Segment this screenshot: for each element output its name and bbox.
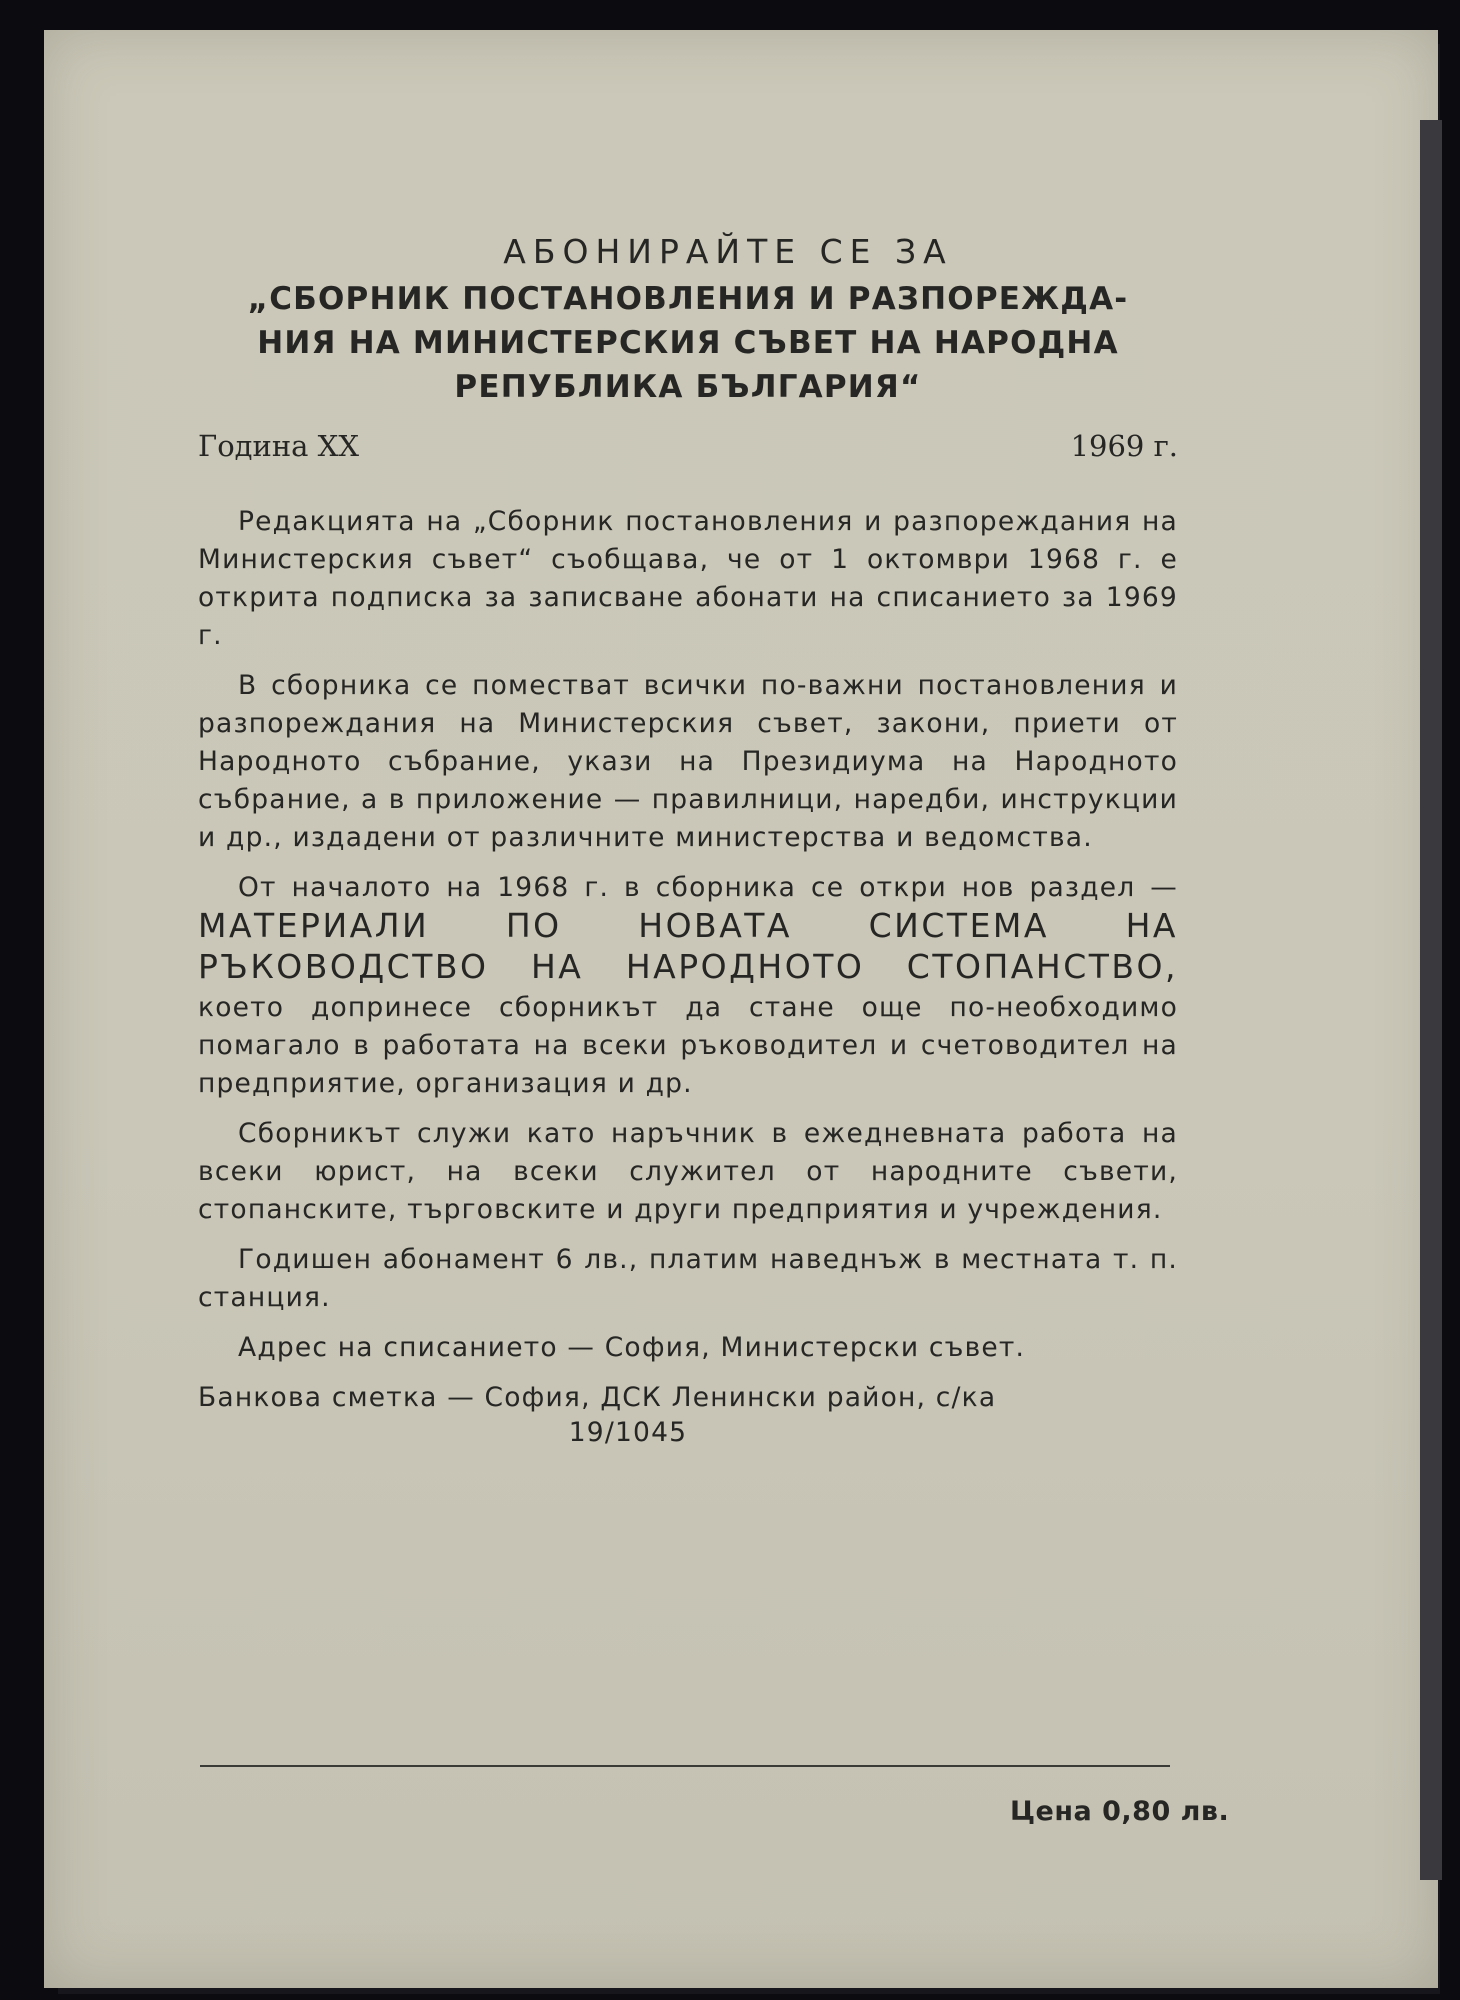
bank-account-number: 19/1045 [568,1417,688,1448]
journal-title-line-3: РЕПУБЛИКА БЪЛГАРИЯ“ [454,369,922,405]
year-line [198,429,1178,463]
journal-title-line-1: „СБОРНИК ПОСТАНОВЛЕНИЯ И РАЗПОРЕЖДА- [247,281,1129,317]
paragraph-handbook: Сборникът служи като наръчник в ежедневната работа на всеки юрист, на всеки служител от народните съвети, стопанските, търговските и други предприятия и учреждения. [198,1118,1178,1225]
new-section-outro: което допринесе сборникът да стане още по-необходимо помагало в работата на всеки ръководител и счетоводител на предприятие, организация и др. [198,992,1178,1099]
cover-edge [1420,120,1442,1880]
new-section-title: МАТЕРИАЛИ ПО НОВАТА СИСТЕМА НА РЪКОВОДСТВО НА НАРОДНОТО СТОПАНСТВО, [198,906,1178,986]
journal-title-line-2: НИЯ НА МИНИСТЕРСКИЯ СЪВЕТ НА НАРОДНА [257,325,1119,361]
announcement [198,232,1178,1448]
bottom-divider [200,1765,1170,1767]
paragraph-address: Адрес на списанието — София, Министерски съвет. [238,1332,1026,1363]
paragraph-contents: В сборника се поместват всички по-важни постановления и разпореждания на Министерския съвет, закони, приети от Народното събрание, укази на Президиума на Народното събрание, а в приложение — правилници, наредби, инструкции и др., издадени от различните министерства и ведомства. [198,670,1178,853]
paragraph-annual-fee: Годишен абонамент 6 лв., платим наведнъж в местната т. п. станция. [198,1244,1178,1313]
volume-year: Година XX [198,429,359,463]
paragraph-subscription: Редакцията на „Сборник постановления и разпореждания на Министерския съвет“ съобщава, че от 1 октомври 1968 г. е открита подписка за записване абонати на списанието за 1969 г. [198,506,1178,651]
calendar-year: 1969 г. [1070,429,1178,463]
price-label: Цена 0,80 лв. [1010,1796,1230,1827]
bank-account-line: Банкова сметка — София, ДСК Ленински район, с/ка [198,1382,997,1413]
paragraph-new-section [198,869,1178,1103]
subscribe-heading: АБОНИРАЙТЕ СЕ ЗА [503,232,953,271]
new-section-intro: От началото на 1968 г. в сборника се откри нов раздел — [238,872,1178,903]
